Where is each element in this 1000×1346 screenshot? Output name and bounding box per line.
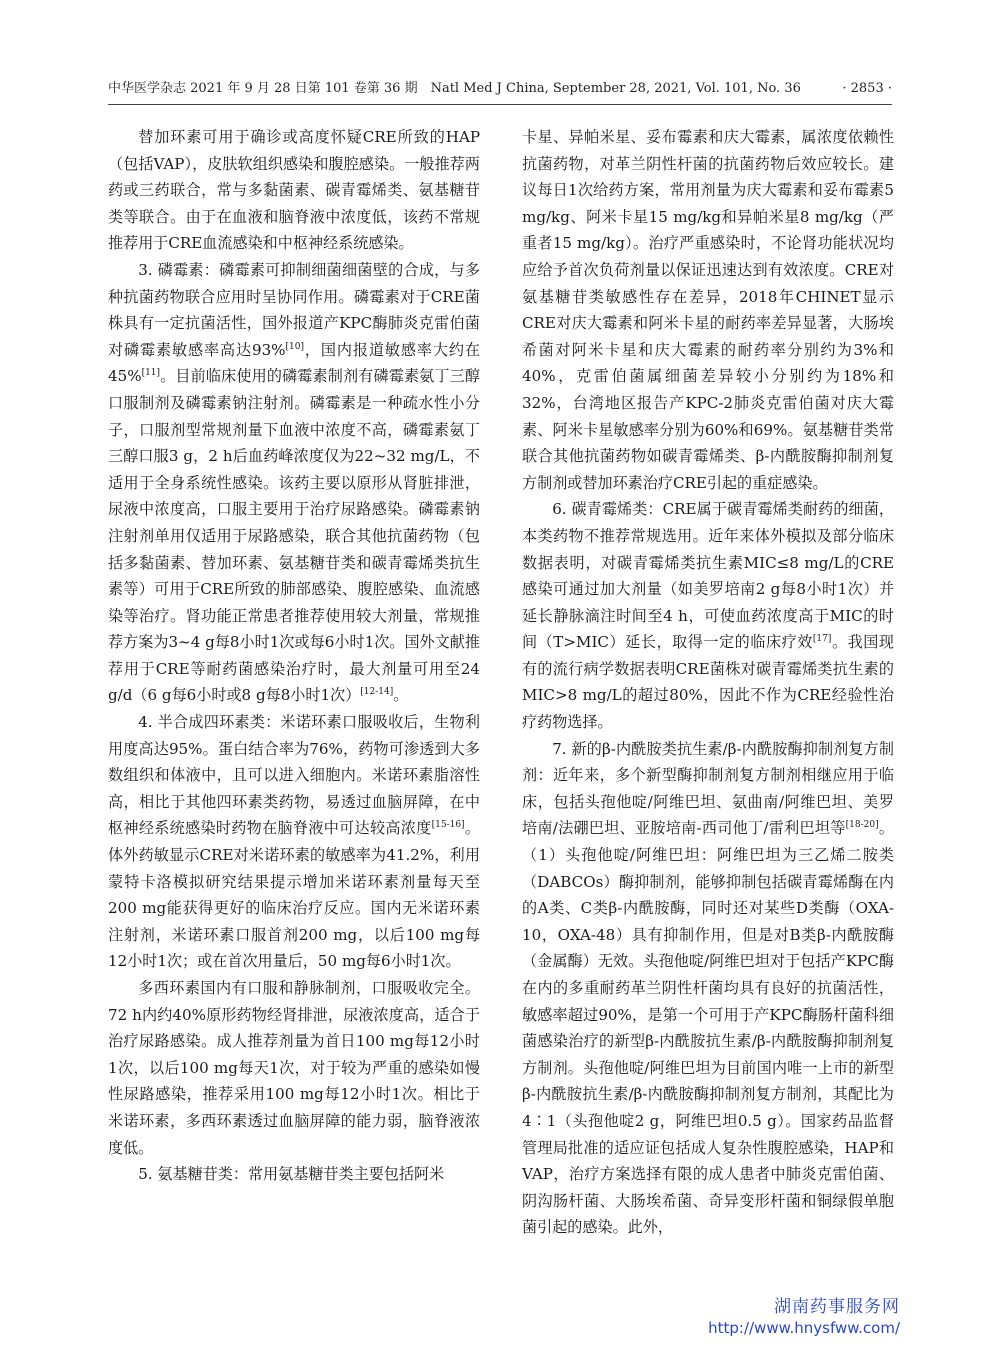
citation-ref: [11] (141, 368, 161, 379)
paragraph-text: 。（1）头孢他啶/阿维巴坦：阿维巴坦为三乙烯二胺类（DABCOs）酶抑制剂，能够抑制包括碳青霉烯酶在内的A类、C类β-内酰胺酶，同时还对某些D类酶（OXA-10，OXA-48）具有抑制作用，但是对B类β-内酰胺酶（金属酶）无效。头孢他啶/阿维巴坦对于包括产KPC酶在内的多重耐药革兰阴性杆菌均具有良好的抗菌活性，敏感率超过90%，是第一个可用于产KPC酶肠杆菌科细菌感染治疗的新型β-内酰胺抗生素/β-内酰胺酶抑制剂复方制剂。头孢他啶/阿维巴坦为目前国内唯一上市的新型β-内酰胺抗生素/β-内酰胺酶抑制剂复方制剂，其配比为4∶1（头孢他啶2 g，阿维巴坦0.5 g）。国家药品监督管理局批准的适应证包括成人复杂性腹腔感染，HAP和VAP，治疗方案选择有限的成人患者中肺炎克雷伯菌、阴沟肠杆菌、大肠埃希菌、奇异变形杆菌和铜绿假单胞菌引起的感染。此外， (522, 819, 894, 1237)
body-paragraph (108, 1161, 480, 1188)
citation-ref: [12-14] (360, 687, 394, 698)
left-column (108, 124, 480, 1188)
header-rule (108, 104, 892, 105)
right-column (522, 124, 894, 1241)
paragraph-text: 。目前临床使用的磷霉素制剂有磷霉素氨丁三醇口服制剂及磷霉素钠注射剂。磷霉素是一种疏水性小分子，口服剂型常规剂量下血液中浓度不高，磷霉素氨丁三醇口服3 g，2 h后血药峰浓度仅为22~32 mg/L，不适用于全身系统性感染。该药主要以原形从肾脏排泄，尿液中浓度高，口服主要用于治疗尿路感染。磷霉素钠注射剂单用仅适用于尿路感染，联合其他抗菌药物（包括多黏菌素、替加环素、氨基糖苷类和碳青霉烯类抗生素等）可用于CRE所致的肺部感染、腹腔感染、血流感染等治疗。肾功能正常患者推荐使用较大剂量，常规推荐方案为3~4 g每8小时1次或每6小时1次。国外文献推荐用于CRE等耐药菌感染治疗时，最大剂量可用至24 g/d（6 g每6小时或8 g每8小时1次） (108, 367, 480, 705)
citation-ref: [15-16] (431, 820, 465, 831)
paragraph-text: 。我国现有的流行病学数据表明CRE菌株对碳青霉烯类抗生素的MIC>8 mg/L的超过80%，因此不作为CRE经验性治疗药物选择。 (522, 633, 894, 732)
paragraph-text: 4. 半合成四环素类：米诺环素口服吸收后，生物利用度高达95%。蛋白结合率为76%，药物可渗透到大多数组织和体液中，且可以进入细胞内。米诺环素脂溶性高，相比于其他四环素类药物，易透过血脑屏障，在中枢神经系统感染时药物在脑脊液中可达较高浓度 (108, 713, 480, 838)
running-header (108, 78, 892, 100)
paragraph-text: 替加环素可用于确诊或高度怀疑CRE所致的HAP（包括VAP），皮肤软组织感染和腹腔感染。一般推荐两药或三药联合，常与多黏菌素、碳青霉烯类、氨基糖苷类等联合。由于在血液和脑脊液中浓度低，该药不常规推荐用于CRE血流感染和中枢神经系统感染。 (108, 128, 480, 253)
citation-ref: [10] (285, 341, 305, 352)
citation-ref: [18-20] (845, 820, 879, 831)
paragraph-text: 。 (393, 686, 409, 705)
body-paragraph (108, 975, 480, 1161)
body-paragraph (522, 124, 894, 496)
watermark-site-name: 湖南药事服务网 (774, 1297, 900, 1317)
site-watermark[interactable] (640, 1296, 900, 1338)
paragraph-text: ，国内报道敏感率大约在45% (108, 340, 480, 386)
body-paragraph (108, 124, 480, 257)
paragraph-text: 7. 新的β-内酰胺类抗生素/β-内酰胺酶抑制剂复方制剂：近年来，多个新型酶抑制剂复方制剂相继应用于临床，包括头孢他啶/阿维巴坦、氨曲南/阿维巴坦、美罗培南/法硼巴坦、亚胺培南-西司他丁/雷利巴坦等 (522, 739, 894, 838)
body-paragraph (108, 257, 480, 709)
paragraph-text: 卡星、异帕米星、妥布霉素和庆大霉素，属浓度依赖性抗菌药物，对革兰阴性杆菌的抗菌药物后效应较长。建议每日1次给药方案，常用剂量为庆大霉素和妥布霉素5 mg/kg、阿米卡星15 mg/kg和异帕米星8 mg/kg（严重者15 mg/kg）。治疗严重感染时，不论肾功能状况均应给予首次负荷剂量以保证迅速达到有效浓度。CRE对氨基糖苷类敏感性存在差异，2018年CHINET显示CRE对庆大霉素和阿米卡星的耐药率差异显著，大肠埃希菌对阿米卡星和庆大霉素的耐药率分别约为3%和40%，克雷伯菌属细菌差异较小分别约为18%和32%，台湾地区报告产KPC-2肺炎克雷伯菌对庆大霉素、阿米卡星敏感率分别为60%和69%。氨基糖苷类常联合其他抗菌药物如碳青霉烯类、β-内酰胺酶抑制剂复方制剂或替加环素治疗CRE引起的重症感染。 (522, 128, 894, 492)
citation-ref: [17] (812, 634, 832, 645)
watermark-url-link[interactable]: http://www.hnysfww.com/ (708, 1319, 900, 1337)
journal-citation: 中华医学杂志 2021 年 9 月 28 日第 101 卷第 36 期 Natl Med J China, September 28, 2021, Vol. 101, No. 36 (108, 81, 801, 96)
body-paragraph (522, 496, 894, 735)
page-number: · 2853 · (842, 81, 892, 96)
paragraph-text: 3. 磷霉素：磷霉素可抑制细菌细菌壁的合成，与多种抗菌药物联合应用时呈协同作用。磷霉素对于CRE菌株具有一定抗菌活性，国外报道产KPC酶肺炎克雷伯菌对磷霉素敏感率高达93% (108, 260, 480, 359)
paragraph-text: 6. 碳青霉烯类：CRE属于碳青霉烯类耐药的细菌，本类药物不推荐常规选用。近年来体外模拟及部分临床数据表明，对碳青霉烯类抗生素MIC≤8 mg/L的CRE感染可通过加大剂量（如美罗培南2 g每8小时1次）并延长静脉滴注时间至4 h，可使血药浓度高于MIC的时间（T>MIC）延长，取得一定的临床疗效 (522, 500, 894, 652)
body-paragraph (108, 709, 480, 975)
body-paragraph (522, 736, 894, 1241)
paragraph-text: 多西环素国内有口服和静脉制剂，口服吸收完全。72 h内约40%原形药物经肾排泄，尿液浓度高，适合于治疗尿路感染。成人推荐剂量为首日100 mg每12小时1次，以后100 mg每天1次，对于较为严重的感染如慢性尿路感染，推荐采用100 mg每12小时1次。相比于米诺环素，多西环素透过血脑屏障的能力弱，脑脊液浓度低。 (108, 979, 480, 1157)
paragraph-text: 。体外药敏显示CRE对米诺环素的敏感率为41.2%，利用蒙特卡洛模拟研究结果提示增加米诺环素剂量每天至200 mg能获得更好的临床治疗反应。国内无米诺环素注射剂，米诺环素口服首剂200 mg，以后100 mg每12小时1次；或在首次用量后，50 mg每6小时1次。 (108, 819, 480, 971)
paragraph-text: 5. 氨基糖苷类：常用氨基糖苷类主要包括阿米 (138, 1165, 445, 1184)
